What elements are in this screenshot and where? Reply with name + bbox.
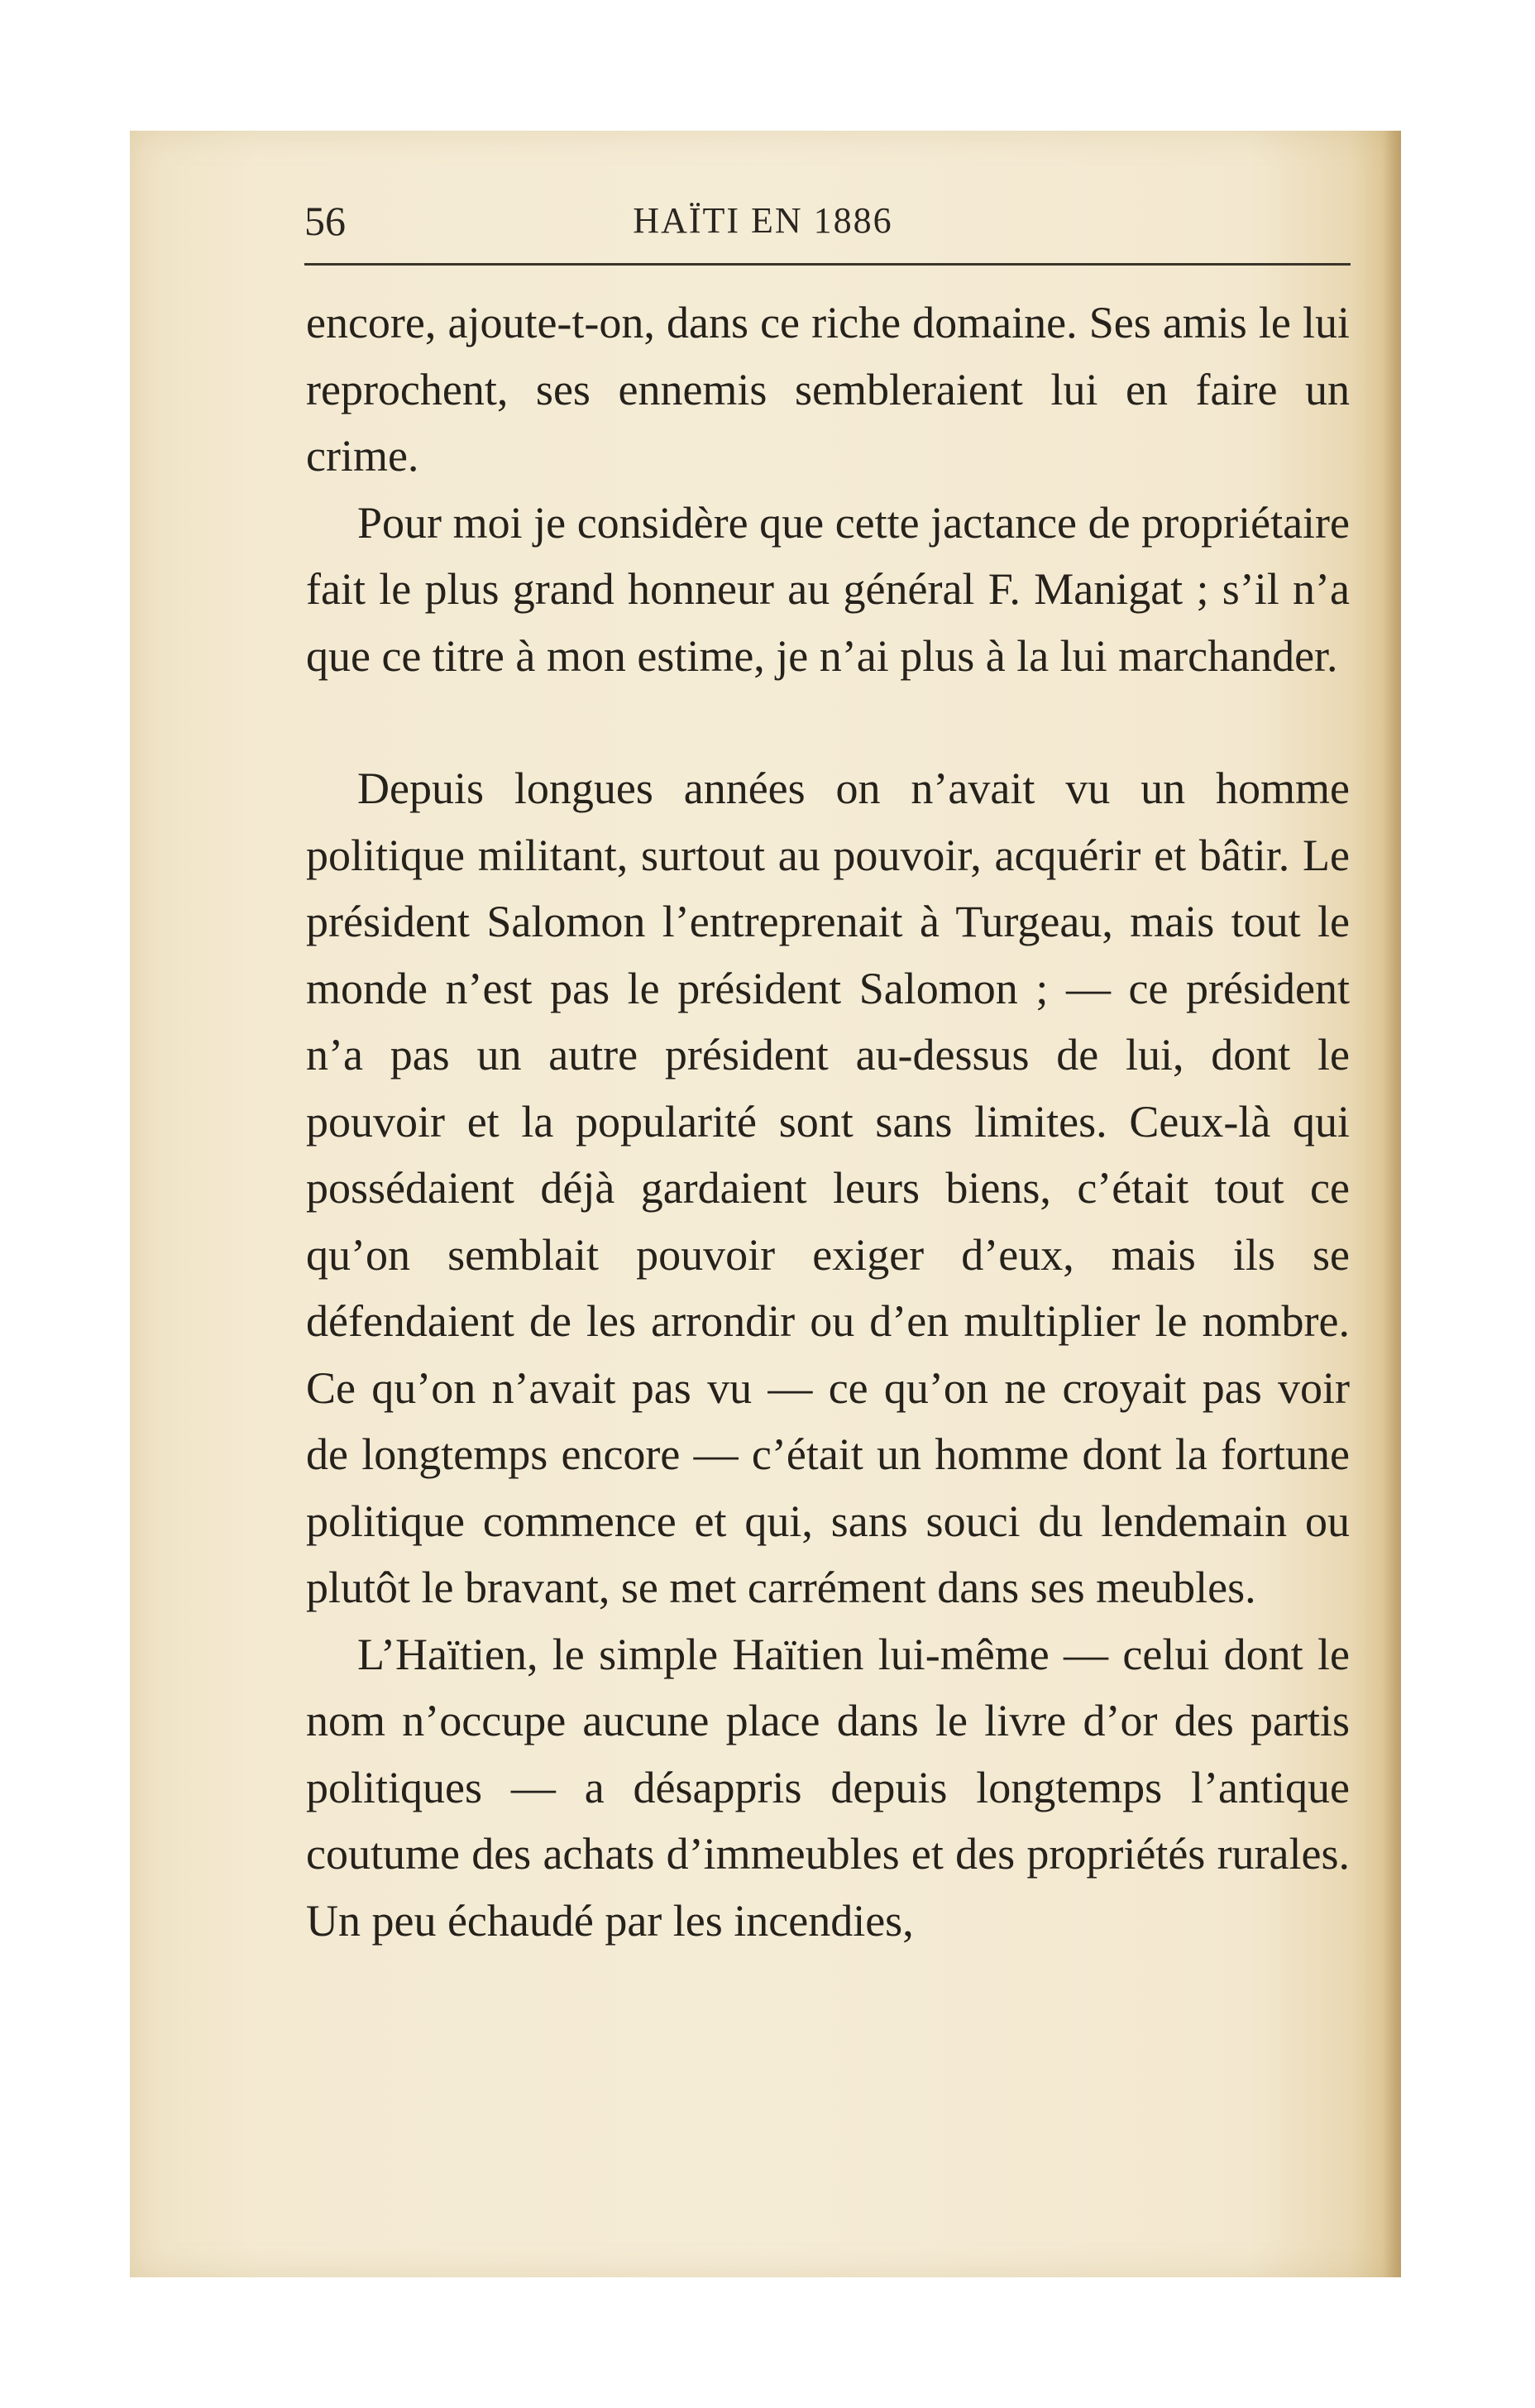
- running-title: HAÏTI EN 1886: [633, 200, 893, 241]
- paragraph: L’Haïtien, le simple Haïtien lui-même — celui dont le nom n’occupe aucune place dans le livre d’or des partis politiques — a désappris depuis longtemps l’antique coutume des achats d’immeubles et des propriétés rurales. Un peu échaudé par les incendies,: [306, 1629, 1350, 1946]
- body-text: [306, 290, 1350, 1954]
- page-header: [174, 192, 1352, 250]
- paragraph: Depuis longues années on n’avait vu un homme politique militant, surtout au pouvoir, acquérir et bâtir. Le président Salomon l’entreprenait à Turgeau, mais tout le monde n’est pas le président Salomon ; — ce président n’a pas un autre président au-dessus de lui, dont le pouvoir et la popularité sont sans limites. Ceux-là qui possédaient déjà gardaient leurs biens, c’était tout ce qu’on semblait pouvoir exiger d’eux, mais ils se défendaient de les arrondir ou d’en multiplier le nombre. Ce qu’on n’avait pas vu — ce qu’on ne croyait pas voir de longtemps encore — c’était un homme dont la fortune politique commence et qui, sans souci du lendemain ou plutôt le bravant, se met carrément dans ses meubles.: [306, 764, 1350, 1612]
- paragraph: Pour moi je considère que cette jactance de propriétaire fait le plus grand honneur au général F. Manigat ; s’il n’a que ce titre à mon estime, je n’ai plus à la lui marchander.: [306, 497, 1350, 681]
- page-number: 56: [304, 198, 346, 244]
- header-rule: [304, 263, 1351, 266]
- paragraph-continued: encore, ajoute-t-on, dans ce riche domaine. Ses amis le lui reprochent, ses ennemis sembleraient lui en faire un crime.: [306, 298, 1350, 481]
